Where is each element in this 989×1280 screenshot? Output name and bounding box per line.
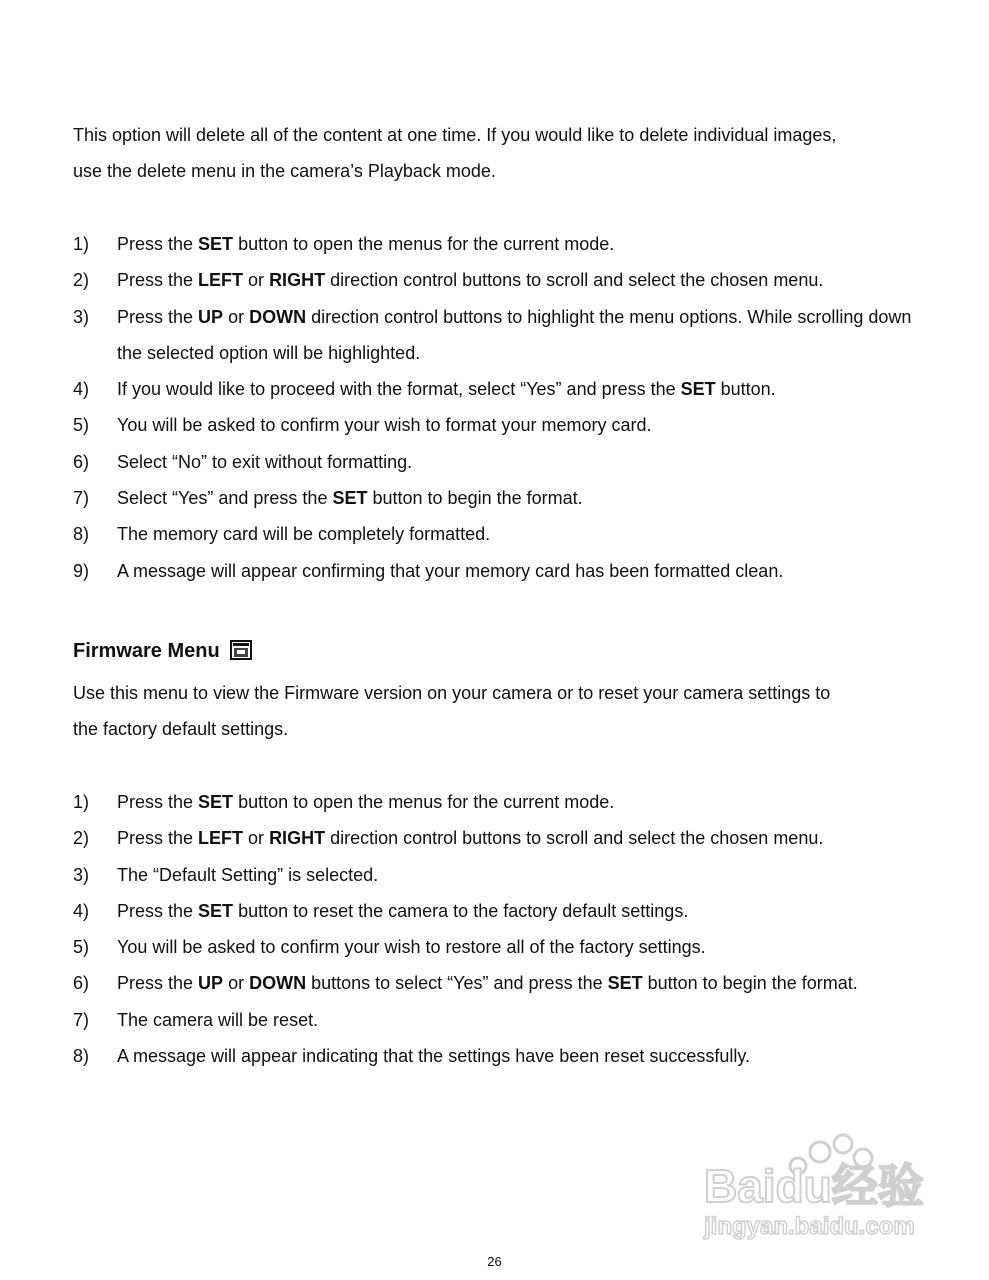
step-number: 9) [73, 560, 90, 581]
list-item [73, 1038, 913, 1074]
step-text: You will be asked to confirm your wish to restore all of the factory settings. [117, 937, 706, 958]
baidu-jingyan-watermark [700, 1130, 940, 1245]
step-text: button to reset the camera to the factory default settings. [233, 900, 689, 921]
button-name: UP [198, 973, 224, 994]
step-number: 3) [73, 306, 90, 327]
button-name: DOWN [249, 306, 307, 327]
step-text: direction control buttons to scroll and select the chosen menu. [325, 828, 824, 849]
list-item [73, 480, 913, 516]
firmware-menu-title: Firmware Menu [73, 640, 220, 662]
step-text: button to open the menus for the current mode. [233, 792, 615, 812]
step-text: direction control buttons to scroll and select the chosen menu. [325, 270, 824, 291]
intro-line-2: use the delete menu in the camera’s Playback mode. [73, 161, 496, 182]
step-number: 6) [73, 451, 90, 472]
step-text: button. [715, 379, 776, 400]
list-item [73, 407, 913, 443]
step-number: 5) [73, 937, 90, 958]
step-number: 8) [73, 1046, 90, 1067]
step-text: Select “No” to exit without formatting. [117, 451, 413, 472]
step-text: direction control buttons to highlight the menu options. While scrolling down the selected option will be highlighted. [117, 306, 912, 363]
firmware-desc-line-2: the factory default settings. [73, 719, 289, 740]
step-number: 2) [73, 828, 90, 849]
list-item [73, 262, 913, 298]
step-text: The camera will be reset. [117, 1009, 319, 1030]
step-text: or [223, 306, 250, 327]
list-item [73, 929, 913, 965]
list-item [73, 893, 913, 929]
list-item [73, 857, 913, 893]
button-name: SET [607, 973, 643, 994]
step-text: button to begin the format. [642, 973, 858, 994]
step-text: Press the [117, 792, 199, 812]
button-name: UP [198, 306, 224, 327]
step-number: 1) [73, 792, 90, 812]
page-number: 26 [487, 1254, 502, 1269]
step-number: 4) [73, 379, 90, 400]
step-text: Select “Yes” and press the [117, 488, 333, 509]
step-number: 4) [73, 900, 90, 921]
step-text: If you would like to proceed with the format, select “Yes” and press the [117, 379, 681, 400]
list-item [73, 820, 913, 856]
list-item [73, 299, 913, 372]
step-text: buttons to select “Yes” and press the [306, 973, 608, 994]
step-text: Press the [117, 973, 199, 994]
firmware-description [73, 675, 913, 748]
intro-line-1: This option will delete all of the content at one time. If you would like to delete individual images, [73, 125, 837, 145]
button-name: RIGHT [269, 270, 326, 291]
button-name: LEFT [198, 270, 244, 291]
step-number: 5) [73, 415, 90, 436]
button-name: SET [680, 379, 716, 400]
button-name: SET [198, 234, 234, 254]
firmware-steps-list [73, 784, 913, 1074]
step-number: 3) [73, 864, 90, 885]
step-number: 8) [73, 524, 90, 545]
button-name: DOWN [249, 973, 307, 994]
step-text: You will be asked to confirm your wish to format your memory card. [117, 415, 652, 436]
step-text: Press the [117, 828, 199, 849]
step-text: button to open the menus for the current mode. [233, 234, 615, 254]
step-text: or [223, 973, 250, 994]
list-item [73, 516, 913, 552]
step-number: 1) [73, 234, 90, 254]
button-name: SET [198, 792, 234, 812]
step-number: 7) [73, 1009, 90, 1030]
step-text: or [243, 270, 270, 291]
button-name: LEFT [198, 828, 244, 849]
step-text: Press the [117, 306, 199, 327]
step-number: 6) [73, 973, 90, 994]
firmware-menu-heading [73, 635, 252, 667]
watermark-url-text: jingyan.baidu.com [704, 1213, 915, 1240]
step-text: or [243, 828, 270, 849]
step-number: 2) [73, 270, 90, 291]
list-item [73, 444, 913, 480]
list-item [73, 965, 913, 1001]
step-text: Press the [117, 270, 199, 291]
step-number: 7) [73, 488, 90, 509]
firmware-menu-icon [230, 638, 252, 658]
step-text: The “Default Setting” is selected. [117, 864, 379, 885]
watermark-logo-text: Baidu经验 [704, 1160, 924, 1212]
list-item [73, 784, 913, 820]
button-name: SET [198, 900, 234, 921]
step-text: A message will appear confirming that your memory card has been formatted clean. [117, 560, 784, 581]
step-text: The memory card will be completely formatted. [117, 524, 491, 545]
intro-paragraph [73, 117, 913, 190]
list-item [73, 553, 913, 589]
step-text: Press the [117, 234, 199, 254]
step-text: button to begin the format. [367, 488, 583, 509]
step-text: Press the [117, 900, 199, 921]
list-item [73, 226, 913, 262]
list-item [73, 371, 913, 407]
step-text: A message will appear indicating that the settings have been reset successfully. [117, 1046, 751, 1067]
button-name: SET [332, 488, 368, 509]
firmware-desc-line-1: Use this menu to view the Firmware version on your camera or to reset your camera settings to [73, 683, 831, 703]
list-item [73, 1002, 913, 1038]
format-steps-list [73, 226, 913, 589]
button-name: RIGHT [269, 828, 326, 849]
